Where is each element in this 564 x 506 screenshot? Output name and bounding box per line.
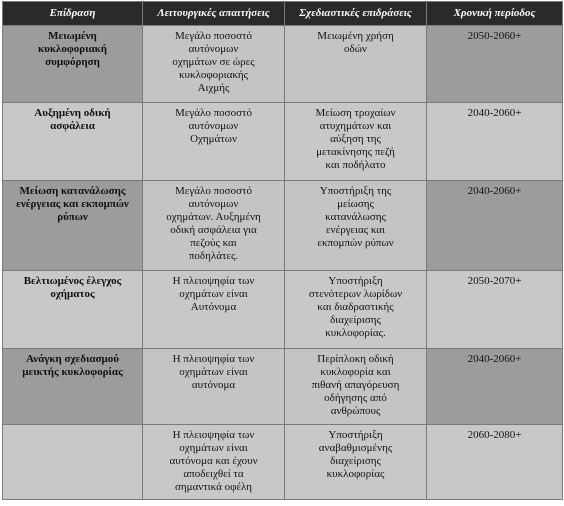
document-page <box>2 1 562 500</box>
table-row <box>3 425 563 500</box>
cell-design: Μείωση τροχαίων ατυχημάτων και αύξηση της μετακίνησης πεζή και ποδήλατο <box>285 103 427 181</box>
cell-period: 2060-2080+ <box>427 425 563 500</box>
table-row <box>3 349 563 425</box>
header-period: Χρονική περίοδος <box>427 2 563 26</box>
cell-effect: Μείωση κατανάλωσης ενέργειας και εκπομπών ρύπων <box>3 181 143 271</box>
cell-requirements: Μεγάλο ποσοστό αυτόνομων οχημάτων σε ώρες κυκλοφοριακής Αιχμής <box>143 26 285 103</box>
cell-requirements: Η πλειοψηφία των οχημάτων είναι αυτόνομα και έχουν αποδειχθεί τα σημαντικά οφέλη <box>143 425 285 500</box>
cell-requirements: Μεγάλο ποσοστό αυτόνομων οχημάτων. Αυξημένη οδική ασφάλεια για πεζούς και ποδηλάτες. <box>143 181 285 271</box>
cell-effect: Αυξημένη οδική ασφάλεια <box>3 103 143 181</box>
cell-design: Υποστήριξη αναβαθμισμένης διαχείρισης κυκλοφορίας <box>285 425 427 500</box>
table-row <box>3 103 563 181</box>
cell-design: Υποστήριξη της μείωσης κατανάλωσης ενέργειας και εκπομπών ρύπων <box>285 181 427 271</box>
cell-effect: Βελτιωμένος έλεγχος οχήματος <box>3 271 143 349</box>
cell-effect <box>3 425 143 500</box>
cell-period: 2040-2060+ <box>427 349 563 425</box>
cell-effect: Ανάγκη σχεδιασμού μεικτής κυκλοφορίας <box>3 349 143 425</box>
cell-period: 2050-2070+ <box>427 271 563 349</box>
cell-design: Υποστήριξη στενότερων λωρίδων και διαδραστικής διαχείρισης κυκλοφορίας. <box>285 271 427 349</box>
table-header-row <box>3 2 563 26</box>
cell-requirements: Μεγάλο ποσοστό αυτόνομων Οχημάτων <box>143 103 285 181</box>
impact-table <box>2 1 563 500</box>
table-row <box>3 271 563 349</box>
table-row <box>3 26 563 103</box>
header-requirements: Λειτουργικές απαιτήσεις <box>143 2 285 26</box>
cell-period: 2040-2060+ <box>427 103 563 181</box>
cell-design: Μειωμένη χρήση οδών <box>285 26 427 103</box>
cell-period: 2050-2060+ <box>427 26 563 103</box>
cell-effect: Μειωμένη κυκλοφοριακή συμφόρηση <box>3 26 143 103</box>
cell-requirements: Η πλειοψηφία των οχημάτων είναι αυτόνομα <box>143 349 285 425</box>
cell-requirements: Η πλειοψηφία των οχημάτων είναι Αυτόνομα <box>143 271 285 349</box>
cell-period: 2040-2060+ <box>427 181 563 271</box>
header-effect: Επίδραση <box>3 2 143 26</box>
header-design: Σχεδιαστικές επιδράσεις <box>285 2 427 26</box>
table-row <box>3 181 563 271</box>
cell-design: Περίπλοκη οδική κυκλοφορία και πιθανή απαγόρευση οδήγησης από ανθρώπους <box>285 349 427 425</box>
